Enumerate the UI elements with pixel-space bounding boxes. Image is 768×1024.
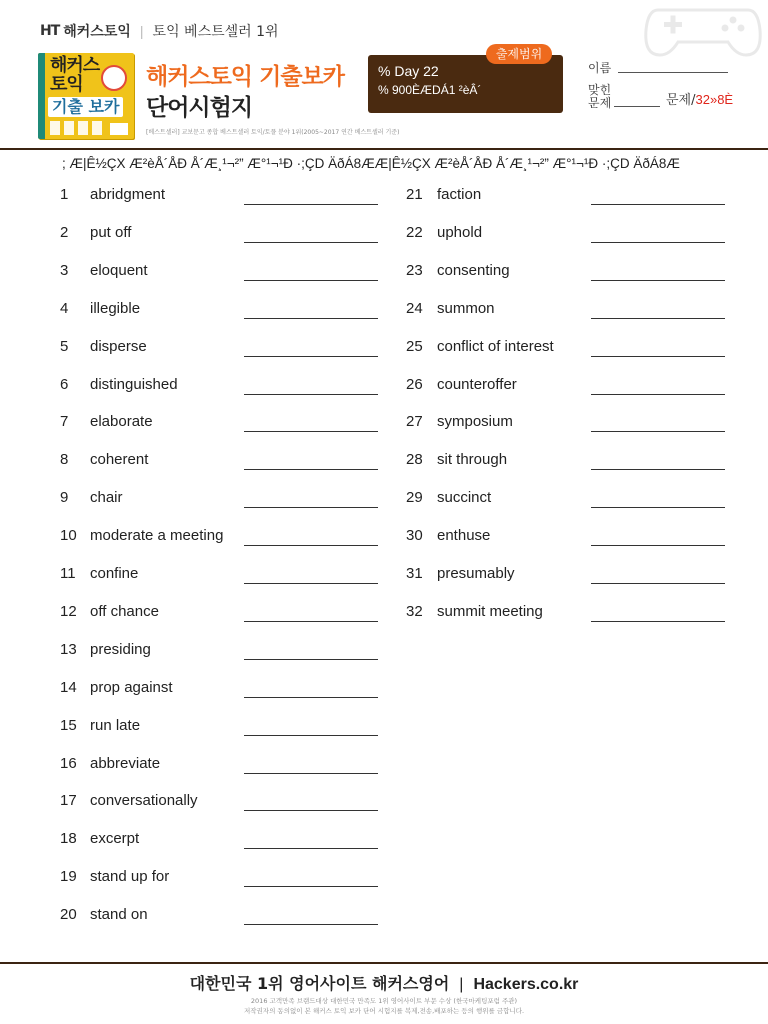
book-spine [38,53,45,139]
answer-blank[interactable] [244,886,378,887]
answer-blank[interactable] [591,242,725,243]
word-number: 30 [406,527,423,545]
word-term: uphold [437,223,483,241]
word-number: 2 [60,223,69,241]
word-term: counteroffer [437,375,517,393]
word-number: 25 [406,337,423,355]
word-row [0,755,768,775]
word-term: presiding [90,640,151,658]
word-term: eloquent [90,261,148,279]
book-mini-cover [110,123,128,135]
word-term: confine [90,565,139,582]
answer-blank[interactable] [591,356,725,357]
footer-main [0,971,768,994]
word-row [0,906,768,926]
word-number: 9 [60,489,69,507]
word-row [0,262,768,282]
word-row [0,451,768,471]
word-term: consenting [437,261,510,279]
gamepad-icon [638,0,768,60]
word-term: symposium [437,413,513,431]
page-subtitle: 단어시험지 [146,95,253,121]
word-row [0,679,768,699]
word-term: put off [90,223,132,241]
word-row [0,792,768,812]
answer-blank[interactable] [591,318,725,319]
footer-separator: | [459,976,464,993]
book-badge-icon [101,65,127,91]
word-row [0,565,768,585]
word-term: succinct [437,489,492,507]
book-title-line3: 기출 보카 [48,97,123,117]
word-row [0,338,768,358]
word-row [0,868,768,888]
word-number: 16 [60,754,77,772]
word-row [0,413,768,433]
instructions: ; Æ|Ê½ÇX Æ²èÅ´ÅÐ Å´Æ¸¹¬²” Æ°¹¬¹Ð ·;ÇD ÄðÁ8ÆÆ|Ê½ÇX Æ²èÅ´ÅÐ Å´Æ¸¹¬²” Æ°¹¬¹Ð ·;ÇD ÄðÁ8Æ [62,156,680,171]
word-number: 4 [60,299,69,317]
word-number: 3 [60,261,69,279]
score-total [666,89,733,108]
answer-blank[interactable] [244,735,378,736]
word-number: 10 [60,527,77,545]
footer-award: 2016 고객만족 브랜드대상 대한민국 만족도 1위 영어사이트 부문 수상 (한국마케팅포럼 주관) [250,997,518,1005]
footer-copyright: 저작권자의 동의없이 본 해커스 토익 보카 단어 시험지를 복제,전송,배포하는 등의 행위를 금합니다. [243,1007,525,1015]
word-number: 20 [60,906,77,924]
word-number: 8 [60,451,69,469]
word-number: 29 [406,489,423,507]
word-term: run late [90,716,141,734]
word-row [0,224,768,244]
name-field[interactable] [618,72,728,73]
score-value: 32»8È [695,92,734,107]
word-row [0,603,768,623]
word-row [0,717,768,737]
slogan: 토익 베스트셀러 1위 [152,24,279,40]
word-term: faction [437,186,482,203]
header-divider [0,148,768,150]
book-title-line2: 토익 [50,74,83,95]
answer-blank[interactable] [591,583,725,584]
word-number: 24 [406,299,423,317]
answer-blank[interactable] [591,469,725,470]
book-title-line1: 해커스 [50,55,100,76]
word-term: presumably [437,565,515,582]
fine-print: [베스트셀러] 교보문고 종합 베스트셀러 토익/토플 분야 1위(2005~2017 연간 베스트셀러 기준) [146,129,400,136]
answer-blank[interactable] [591,394,725,395]
word-row [0,186,768,206]
answer-blank[interactable] [591,431,725,432]
answer-blank[interactable] [591,545,725,546]
answer-blank[interactable] [244,848,378,849]
word-term: stand on [90,906,148,924]
word-term: enthuse [437,527,491,545]
answer-blank[interactable] [591,280,725,281]
word-term: elaborate [90,413,153,431]
range-day: % Day 22 [378,63,439,79]
word-term: summon [437,299,495,317]
word-term: summit meeting [437,602,543,620]
word-number: 22 [406,223,423,241]
word-row [0,527,768,547]
correct-label-2: 문제 [588,96,612,110]
word-term: abbreviate [90,754,161,772]
word-number: 27 [406,413,423,431]
word-row [0,489,768,509]
word-term: abridgment [90,186,166,203]
divider: | [139,23,144,39]
word-number: 28 [406,451,423,469]
word-term: excerpt [90,830,140,848]
word-term: illegible [90,299,141,317]
word-number: 32 [406,602,423,620]
top-strip [40,20,279,42]
hackers-logo-icon: HT [40,23,60,39]
word-number: 23 [406,261,423,279]
word-term: conversationally [90,792,198,810]
answer-blank[interactable] [591,507,725,508]
word-term: moderate a meeting [90,527,224,545]
word-number: 18 [60,830,77,848]
answer-blank[interactable] [244,659,378,660]
score-field[interactable] [614,106,660,107]
word-term: sit through [437,451,508,469]
book-cover-image [38,53,134,139]
answer-blank[interactable] [244,810,378,811]
name-label: 이름 [588,61,612,75]
word-row [0,641,768,661]
footer-divider [0,962,768,964]
word-number: 1 [60,186,69,203]
footer-site-link[interactable]: Hackers.co.kr [473,976,579,993]
word-term: conflict of interest [437,337,554,355]
range-tag: 출제범위 [486,44,552,64]
answer-blank[interactable] [591,204,725,205]
word-term: chair [90,489,123,507]
word-number: 17 [60,792,77,810]
word-number: 26 [406,375,423,393]
word-number: 7 [60,413,69,431]
correct-label-1: 맞힌 [588,83,612,97]
word-number: 31 [406,565,423,582]
word-term: distinguished [90,375,178,393]
answer-blank[interactable] [244,924,378,925]
word-number: 12 [60,602,77,620]
word-row [0,830,768,850]
word-row [0,376,768,396]
word-number: 11 [60,565,76,582]
score-prefix: 문제/ [666,93,696,108]
word-number: 14 [60,678,77,696]
word-term: disperse [90,337,147,355]
word-term: coherent [90,451,149,469]
page-title: 해커스토익 기출보카 [146,64,344,90]
answer-blank[interactable] [244,773,378,774]
word-number: 19 [60,868,77,886]
answer-blank[interactable] [244,697,378,698]
word-number: 13 [60,640,77,658]
footer-slogan: 대한민국 1위 영어사이트 해커스영어 [189,974,450,993]
answer-blank[interactable] [591,621,725,622]
word-number: 21 [406,186,423,203]
range-sub: % 900ÈÆDÁ1 ²èÂ´ [378,83,482,97]
word-number: 5 [60,337,69,355]
word-number: 15 [60,716,77,734]
word-term: prop against [90,678,173,696]
word-number: 6 [60,375,69,393]
brand-name: 해커스토익 [63,24,131,40]
word-term: stand up for [90,868,170,886]
word-term: off chance [90,602,159,620]
word-row [0,300,768,320]
